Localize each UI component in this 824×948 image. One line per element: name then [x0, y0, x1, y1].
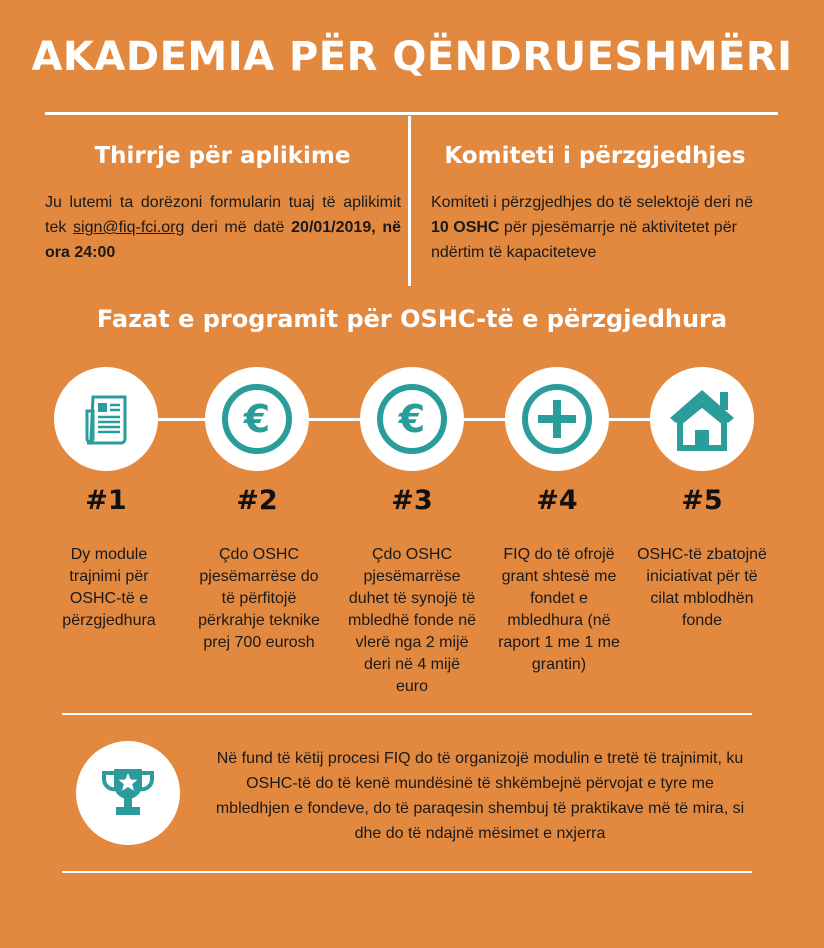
phase-5-text: OSHC-të zbatojnë iniciativat për të cilat mblodhën fonde — [637, 546, 767, 629]
selection-committee-title: Komiteti i përzgjedhjes — [444, 143, 746, 169]
deadline: 20/01/2019, në ora 24:00 — [45, 219, 402, 261]
column-divider — [408, 116, 411, 286]
committee-highlight: 10 OSHC — [431, 219, 500, 236]
phase-3-number: #3 — [391, 485, 433, 516]
trophy-icon — [96, 761, 160, 825]
phase-1-text: Dy module trajnimi për OSHC-të e përzgjedhura — [62, 546, 156, 629]
email-link[interactable]: sign@fiq-fci.org — [73, 219, 185, 236]
euro-icon — [220, 382, 294, 456]
call-for-applications-title: Thirrje për aplikime — [94, 143, 351, 169]
euro-icon — [375, 382, 449, 456]
bottom-divider-bottom — [62, 871, 752, 873]
committee-text-end: për pjesëmarrje në aktivitetet për ndërtim të kapaciteteve — [431, 219, 737, 261]
svg-text:€: € — [398, 397, 426, 441]
phase-5-circle — [650, 367, 754, 471]
call-for-applications-text — [45, 190, 401, 265]
phase-4-circle — [505, 367, 609, 471]
phases-heading: Fazat e programit për OSHC-të e përzgjedhura — [96, 305, 728, 333]
selection-committee-text — [431, 190, 767, 265]
application-instructions: Ju lutemi ta dorëzoni formularin tuaj të aplikimit tek — [45, 194, 401, 236]
top-divider — [45, 112, 778, 115]
phase-5-number: #5 — [681, 485, 723, 516]
house-icon — [666, 386, 738, 452]
phase-2-text: Çdo OSHC pjesëmarrëse do të përfitojë përkrahje teknike prej 700 eurosh — [198, 546, 320, 651]
phase-3-circle — [360, 367, 464, 471]
phase-4-number: #4 — [536, 485, 578, 516]
phase-1-circle — [54, 367, 158, 471]
committee-text-start: Komiteti i përzgjedhjes do të selektojë deri në — [431, 194, 753, 211]
phase-3-text: Çdo OSHC pjesëmarrëse duhet të synojë të mbledhë fonde në vlerë nga 2 mijë deri në 4 mijë euro — [347, 546, 477, 695]
phase-1-number: #1 — [85, 485, 127, 516]
trophy-circle — [76, 741, 180, 845]
plus-icon — [520, 382, 594, 456]
phase-2-number: #2 — [236, 485, 278, 516]
svg-text:€: € — [243, 397, 271, 441]
closing-paragraph: Në fund të këtij procesi FIQ do të organizojë modulin e tretë të trajnimit, ku OSHC-të do të kenë mundësinë të shkëmbejnë përvojat e tyre me mbledhjen e fondeve, do të paraqesin shembuj të praktikave më të mira, si dhe do të ndajnë mësimet e nxjerra — [215, 750, 745, 842]
phase-2-circle — [205, 367, 309, 471]
bottom-divider-top — [62, 713, 752, 715]
document-icon — [79, 391, 133, 447]
page-title: AKADEMIA PËR QËNDRUESHMËRI — [31, 34, 793, 80]
deadline-prefix: deri më datë — [184, 219, 292, 236]
phase-4-text: FIQ do të ofrojë grant shtesë me fondet e mbledhura (në raport 1 me 1 me grantin) — [498, 546, 620, 673]
